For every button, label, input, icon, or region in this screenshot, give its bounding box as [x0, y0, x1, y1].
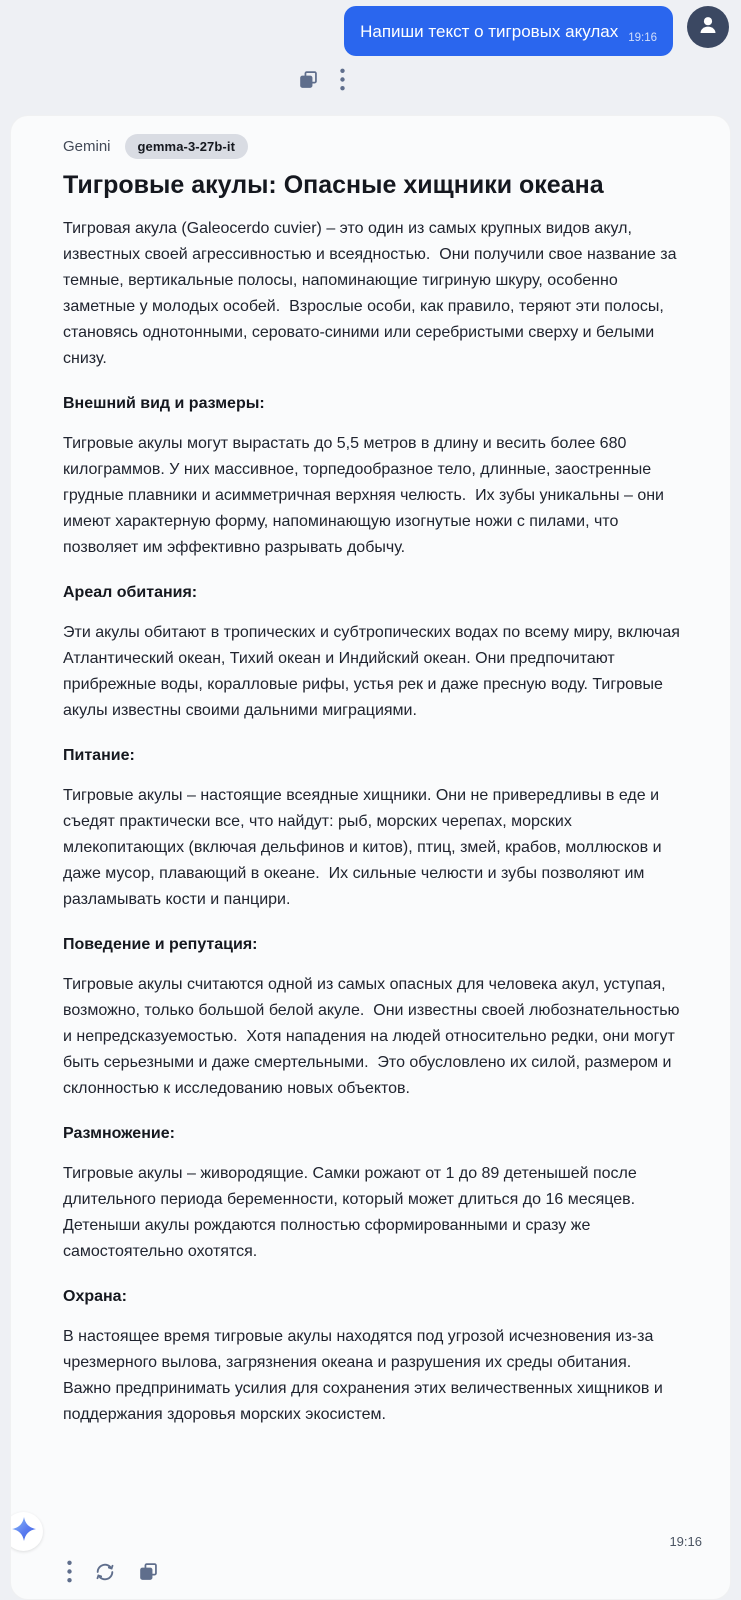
section-heading: Охрана:	[63, 1287, 127, 1305]
user-message-bubble	[344, 6, 673, 56]
refresh-icon	[94, 1561, 116, 1586]
provider-name: Gemini	[63, 138, 111, 156]
regenerate-button[interactable]	[94, 1561, 116, 1586]
user-message-actions	[298, 69, 741, 93]
section-heading: Внешний вид и размеры:	[63, 394, 265, 412]
user-message-text: Напиши текст о тигровых акулах	[360, 22, 619, 41]
assistant-header	[63, 134, 686, 159]
section-heading: Ареал обитания:	[63, 583, 198, 601]
model-badge[interactable]: gemma-3-27b-it	[125, 134, 248, 159]
kebab-menu-icon	[340, 68, 345, 94]
assistant-message-actions	[67, 1560, 159, 1586]
user-message-row	[0, 0, 741, 56]
answer-paragraph: Тигровые акулы – настоящие всеядные хищники. Они не привередливы в еде и съедят практически все, что найдут: рыб, морских черепах, морских млекопитающих (включая дельфинов и китов), птиц, змей, крабов, моллюсков и даже мусор, плавающий в океане. Их сильные челюсти и зубы позволяют им разламывать кости и панцири.	[63, 786, 667, 908]
assistant-message-time: 19:16	[669, 1534, 702, 1550]
avatar	[687, 6, 729, 48]
assistant-avatar	[10, 1512, 43, 1551]
user-message-time: 19:16	[628, 32, 657, 45]
section-heading: Питание:	[63, 746, 135, 764]
copy-icon	[138, 1561, 159, 1585]
answer-paragraph: Тигровые акулы могут вырастать до 5,5 метров в длину и весить более 680 килограммов. У них массивное, торпедообразное тело, длинные, заостренные грудные плавники и асимметричная верхняя челюсть. Их зубы уникальны – они имеют характерную форму, напоминающую изогнутые ножи с пилами, что позволяет им эффективно разрывать добычу.	[63, 434, 669, 556]
answer-paragraph: Тигровая акула (Galeocerdo cuvier) – это один из самых крупных видов акул, известных своей агрессивностью и всеядностью. Они получили свое название за темные, вертикальные полосы, напоминающие тигриную шкуру, особенно заметные у молодых особей. Взрослые особи, как правило, теряют эти полосы, становясь однотонными, серовато-синими или серебристыми сверху и белыми снизу.	[63, 219, 681, 367]
section-heading: Поведение и репутация:	[63, 935, 258, 953]
kebab-menu-icon	[67, 1560, 72, 1586]
answer-paragraph: Тигровые акулы считаются одной из самых опасных для человека акул, уступая, возможно, только большой белой акуле. Они известны своей любознательностью и непредсказуемостью. Хотя нападения на людей относительно редки, они могут быть серьезными и даже смертельными. Это обусловлено их силой, размером и склонностью к исследованию новых объектов.	[63, 975, 684, 1097]
section-heading: Размножение:	[63, 1124, 175, 1142]
person-icon	[696, 13, 720, 42]
copy-button[interactable]	[298, 69, 319, 93]
answer-paragraph: В настоящее время тигровые акулы находятся под угрозой исчезновения из-за чрезмерного вылова, загрязнения океана и разрушения их среды обитания. Важно предпринимать усилия для сохранения этих величественных хищников и поддержания здоровья морских экосистем.	[63, 1327, 668, 1423]
more-options-button[interactable]	[340, 68, 345, 94]
assistant-message-card	[10, 115, 731, 1600]
more-options-button[interactable]	[67, 1560, 72, 1586]
copy-button[interactable]	[138, 1561, 159, 1585]
copy-icon	[298, 69, 319, 93]
answer-paragraph: Тигровые акулы – живородящие. Самки рожают от 1 до 89 детенышей после длительного периода беременности, который может длиться до 16 месяцев. Детеныши акулы рождаются полностью сформированными и сразу же самостоятельно охотятся.	[63, 1164, 644, 1260]
answer-paragraph: Эти акулы обитают в тропических и субтропических водах по всему миру, включая Атлантический океан, Тихий океан и Индийский океан. Они предпочитают прибрежные воды, коралловые рифы, устья рек и даже пресную воду. Тигровые акулы известны своими дальними миграциями.	[63, 623, 685, 719]
answer-title: Тигровые акулы: Опасные хищники океана	[63, 171, 604, 200]
sparkle-icon	[12, 1517, 36, 1546]
